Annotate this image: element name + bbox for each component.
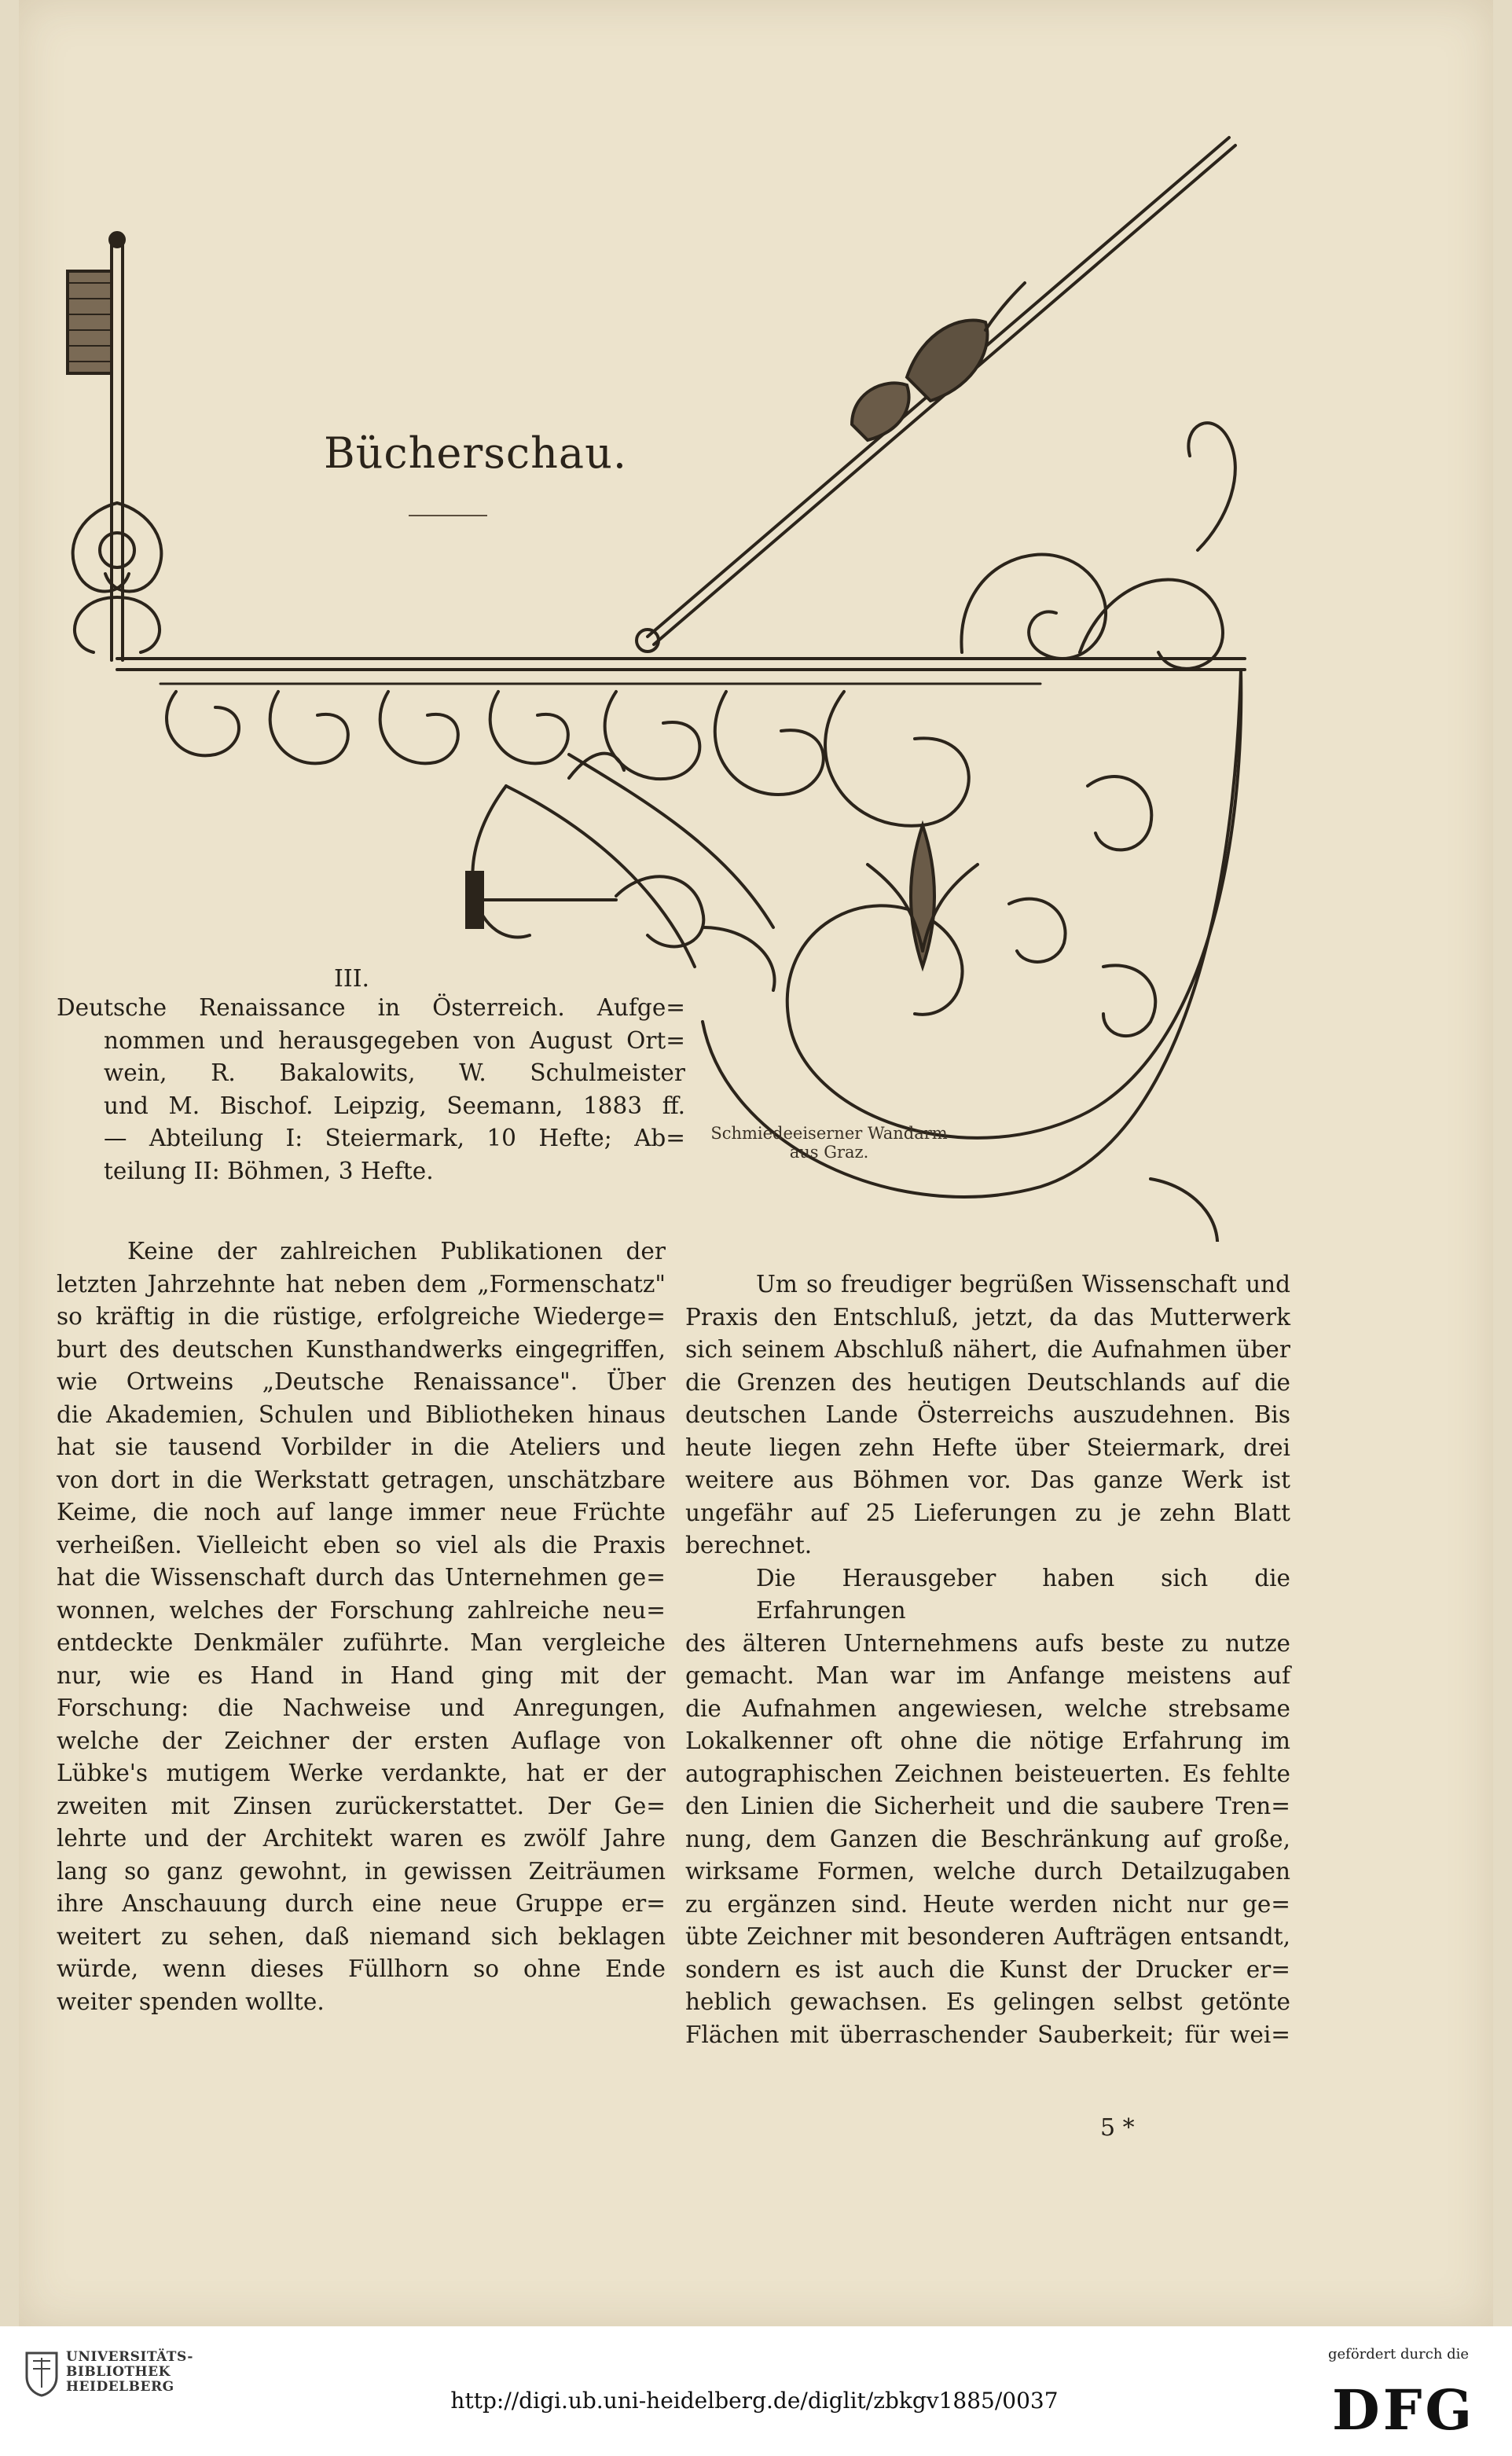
university-seal-icon [24,2350,60,2397]
text-line: wie Ortweins „Deutsche Renaissance". Über [57,1368,666,1395]
library-name-line: BIBLIOTHEK [66,2364,171,2380]
text-line: Flächen mit überraschender Sauberkeit; für wei= [685,2021,1290,2048]
reference-line: — Abteilung I: Steiermark, 10 Hefte; Ab= [104,1125,685,1151]
text-line: heblich gewachsen. Es gelingen selbst getönte [685,1988,1290,2015]
text-line: autographischen Zeichnen beisteuerten. Es fehlte [685,1760,1290,1787]
text-line: deutschen Lande Österreichs auszudehnen. Bis [685,1401,1290,1428]
text-line: so kräftig in die rüstige, erfolgreiche Wiederge= [57,1303,666,1330]
text-line: sich seinem Abschluß nähert, die Aufnahmen über [685,1336,1290,1363]
text-line: Keime, die noch auf lange immer neue Früchte [57,1499,666,1525]
text-line: Um so freudiger begrüßen Wissenschaft und [756,1271,1290,1298]
caption-line: Schmiedeeiserner Wandarm [710,1124,948,1143]
text-line: berechnet. [685,1532,813,1558]
text-line: die Aufnahmen angewiesen, welche strebsame [685,1694,1290,1722]
page-heading: Bücherschau. [323,428,628,478]
illustration-caption [684,1124,974,1162]
funding-label: gefördert durch die [1328,2346,1470,2362]
text-line: Forschung: die Nachweise und Anregungen, [57,1694,666,1721]
text-line: Praxis den Entschluß, jetzt, da das Mutterwerk [685,1303,1290,1331]
text-line: wirksame Formen, welche durch Detailzugaben [685,1858,1290,1885]
reference-line: nommen und herausgegeben von August Ort= [104,1026,685,1054]
text-line: zweiten mit Zinsen zurückerstattet. Der Ge= [57,1792,666,1819]
reference-line: und M. Bischof. Leipzig, Seemann, 1883 ff. [104,1092,685,1119]
text-line: übte Zeichner mit besonderen Aufträgen entsandt, [685,1923,1290,1950]
signature-mark: 5 * [1100,2114,1135,2142]
text-line: von dort in die Werkstatt getragen, unschätzbare [57,1466,666,1493]
text-line: letzten Jahrzehnte hat neben dem „Formenschatz" [57,1270,666,1298]
text-line: wonnen, welches der Forschung zahlreiche neu= [57,1596,666,1624]
reference-line: Deutsche Renaissance in Österreich. Aufge= [57,994,685,1021]
text-line: sondern es ist auch die Kunst der Drucker er= [685,1955,1290,1983]
text-line: hat die Wissenschaft durch das Unternehmen ge= [57,1564,666,1591]
text-line: die Grenzen des heutigen Deutschlands auf die [685,1368,1290,1396]
library-name-line: HEIDELBERG [66,2379,174,2395]
library-name-line: UNIVERSITÄTS- [66,2349,193,2365]
text-line: verheißen. Vielleicht eben so viel als die Praxis [57,1531,666,1558]
text-column-left [57,1235,666,2018]
text-line: ungefähr auf 25 Lieferungen zu je zehn Blatt [685,1499,1290,1526]
caption-line: aus Graz. [789,1143,869,1162]
text-line: entdeckte Denkmäler zuführte. Man vergleiche [57,1629,666,1656]
text-line: ihre Anschauung durch eine neue Gruppe er= [57,1890,666,1917]
text-line: weitert zu sehen, daß niemand sich beklagen [57,1922,666,1950]
text-line: Keine der zahlreichen Publikationen der [127,1238,666,1265]
permalink-url[interactable]: http://digi.ub.uni-heidelberg.de/diglit/zbkgv1885/0037 [450,2388,1059,2414]
text-line: lang so ganz gewohnt, in gewissen Zeiträumen [57,1857,666,1885]
text-line: des älteren Unternehmens aufs beste zu nutze [685,1629,1290,1657]
text-line: burt des deutschen Kunsthandwerks eingegriffen, [57,1335,666,1363]
text-line: Lokalkenner oft ohne die nötige Erfahrung im [685,1727,1290,1754]
text-line: lehrte und der Architekt waren es zwölf Jahre [57,1825,666,1852]
text-line: nung, dem Ganzen die Beschränkung auf große, [685,1825,1290,1852]
text-line: weiter spenden wollte. [57,1988,325,2015]
section-number: III. [334,965,370,993]
text-line: weitere aus Böhmen vor. Das ganze Werk ist [685,1467,1290,1493]
text-line: heute liegen zehn Hefte über Steiermark, drei [685,1434,1290,1461]
reference-line: teilung II: Böhmen, 3 Hefte. [104,1157,434,1184]
text-line: den Linien die Sicherheit und die saubere Tren= [685,1793,1290,1819]
text-column-right [685,1268,1290,2051]
text-line: gemacht. Man war im Anfange meistens auf [685,1662,1290,1689]
text-line: nur, wie es Hand in Hand ging mit der [57,1661,666,1689]
text-line: die Akademien, Schulen und Bibliotheken hinaus [57,1401,666,1428]
text-line: hat sie tausend Vorbilder in die Ateliers und [57,1434,666,1460]
reference-line: wein, R. Bakalowits, W. Schulmeister [104,1059,685,1086]
text-line: Die Herausgeber haben sich die Erfahrungen [756,1564,1290,1624]
library-name [66,2350,193,2395]
book-reference [57,992,685,1188]
text-line: zu ergänzen sind. Heute werden nicht nur ge= [685,1890,1290,1918]
heading-rule [409,515,487,516]
dfg-logo: DFG [1332,2377,1476,2443]
text-line: Lübke's mutigem Werke verdankte, hat er der [57,1760,666,1786]
text-line: würde, wenn dieses Füllhorn so ohne Ende [57,1955,666,1982]
text-line: welche der Zeichner der ersten Auflage von [57,1727,666,1754]
